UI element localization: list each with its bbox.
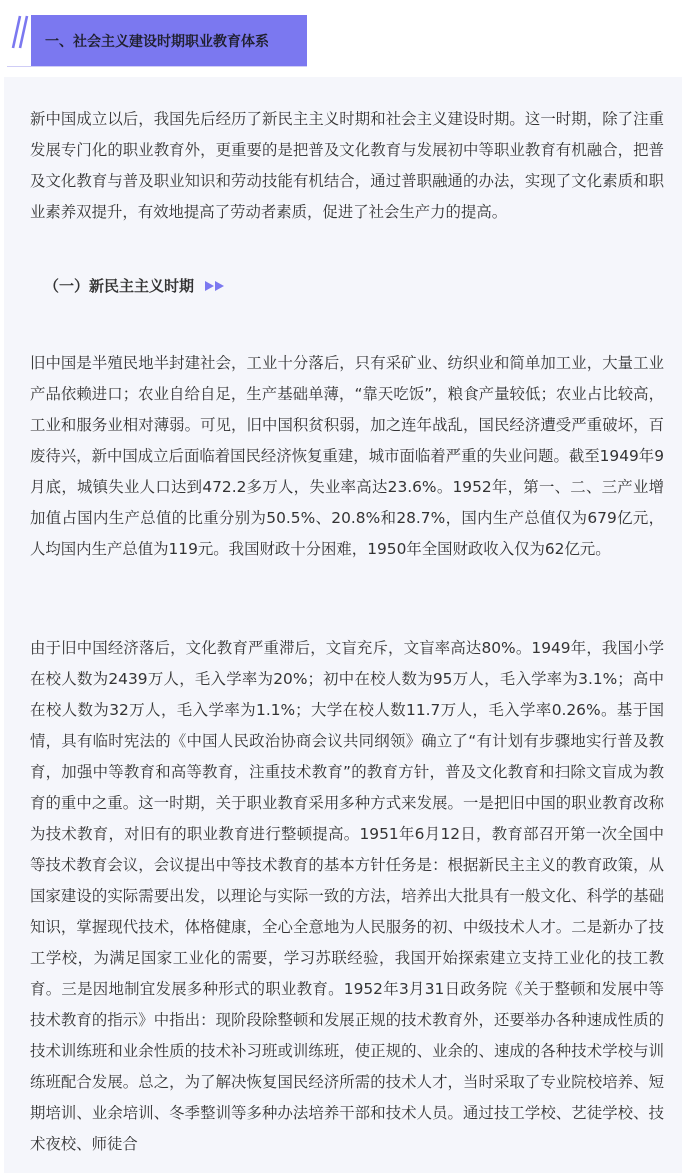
paragraph-economy: 旧中国是半殖民地半封建社会，工业十分落后，只有采矿业、纺织业和简单加工业，大量工业产品依赖进口；农业自给自足，生产基础单薄，“靠天吃饭”，粮食产量较低；农业占比较高，工业和服务业相对薄弱。可见，旧中国积贫积弱，加之连年战乱，国民经济遭受严重破坏，百废待兴，新中国成立后面临着国民经济恢复重建，城市面临着严重的失业问题。截至1949年9月底，城镇失业人口达到472.2多万人，失业率高达23.6%。1952年，第一、二、三产业增加值占国内生产总值的比重分别为50.5%、20.8%和28.7%，国内生产总值仅为679亿元，人均国内生产总值为119元。我国财政十分困难，1950年全国财政收入仅为62亿元。 (30, 354, 664, 558)
intro-paragraph: 新中国成立以后，我国先后经历了新民主主义时期和社会主义建设时期。这一时期，除了注重发展专门化的职业教育外，更重要的是把普及文化教育与发展初中等职业教育有机融合，把普及文化教育与普及职业知识和劳动技能有机结合，通过普职融通的办法，实现了文化素质和职业素养双提升，有效地提高了劳动者素质，促进了社会生产力的提高。 (30, 110, 664, 221)
subsection-heading (44, 275, 226, 296)
article-body (4, 77, 682, 1173)
section-header (0, 0, 685, 78)
section-title: 一、社会主义建设时期职业教育体系 (31, 15, 307, 67)
double-arrow-icon (204, 280, 226, 292)
double-slash-icon (4, 14, 30, 50)
paragraph-education: 由于旧中国经济落后，文化教育严重滞后，文盲充斥，文盲率高达80%。1949年，我国小学在校人数为2439万人，毛入学率为20%；初中在校人数为95万人，毛入学率为3.1%；高中在校人数为32万人，毛入学率为1.1%；大学在校人数11.7万人，毛入学率0.26%。基于国情，具有临时宪法的《中国人民政治协商会议共同纲领》确立了“有计划有步骤地实行普及教育，加强中等教育和高等教育，注重技术教育”的教育方针，普及文化教育和扫除文盲成为教育的重中之重。这一时期，关于职业教育采用多种方式来发展。一是把旧中国的职业教育改称为技术教育，对旧有的职业教育进行整顿提高。1951年6月12日，教育部召开第一次全国中等技术教育会议，会议提出中等技术教育的基本方针任务是：根据新民主主义的教育政策，从国家建设的实际需要出发，以理论与实际一致的方法，培养出大批具有一般文化、科学的基础知识，掌握现代技术，体格健康，全心全意地为人民服务的初、中级技术人才。二是新办了技工学校，为满足国家工业化的需要，学习苏联经验，我国开始探索建立支持工业化的技工教育。三是因地制宜发展多种形式的职业教育。1952年3月31日政务院《关于整顿和发展中等技术教育的指示》中指出：现阶段除整顿和发展正规的技术教育外，还要举办各种速成性质的技术训练班和业余性质的技术补习班或训练班，使正规的、业余的、速成的各种技术学校与训练班配合发展。总之，为了解决恢复国民经济所需的技术人才，当时采取了专业院校培养、短期培训、业余培训、冬季整训等多种办法培养干部和技术人员。通过技工学校、艺徒学校、技术夜校、师徒合 (30, 639, 664, 1153)
header-divider (7, 66, 307, 67)
subsection-title: （一）新民主主义时期 (44, 277, 195, 295)
